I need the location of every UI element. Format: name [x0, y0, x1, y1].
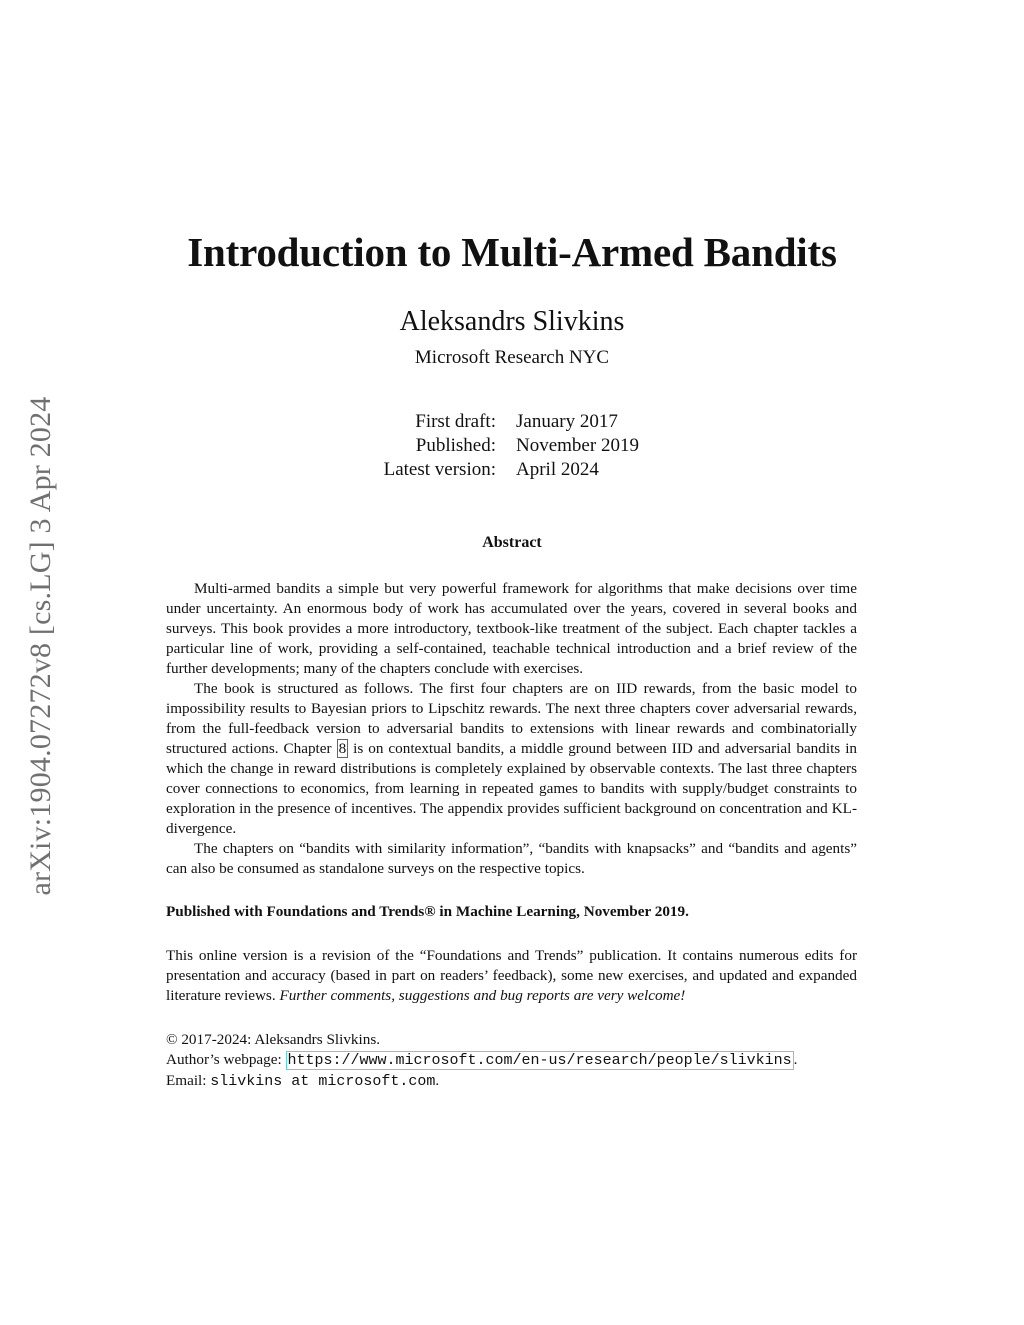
- webpage-label: Author’s webpage:: [166, 1051, 282, 1068]
- abstract-paragraph-3: The chapters on “bandits with similarity information”, “bandits with knapsacks” and “bandits and agents” can also be consumed as standalone surveys on the respective topics.: [166, 840, 857, 877]
- webpage-link[interactable]: https://www.microsoft.com/en-us/research/people/slivkins: [287, 1052, 792, 1069]
- email-line: Email: slivkins at microsoft.com.: [166, 1072, 440, 1090]
- feedback-request: Further comments, suggestions and bug reports are very welcome!: [279, 987, 686, 1004]
- date-row-latest-version: [0, 459, 1024, 483]
- dates-table: [0, 411, 1024, 483]
- date-label: First draft:: [415, 411, 496, 432]
- webpage-line: Author’s webpage: https://www.microsoft.com/en-us/research/people/slivkins .: [166, 1051, 798, 1069]
- date-value: November 2019: [516, 435, 639, 456]
- author-name: Aleksandrs Slivkins: [399, 306, 625, 337]
- date-value: April 2024: [516, 459, 599, 480]
- email-label: Email:: [166, 1072, 207, 1089]
- chapter-8-link[interactable]: 8: [338, 740, 347, 757]
- arxiv-stamp-text: arXiv:1904.07272v8 [cs.LG] 3 Apr 2024: [24, 396, 57, 896]
- affiliation: Microsoft Research NYC: [414, 347, 610, 368]
- online-version-paragraph: [166, 946, 857, 1006]
- email-address: slivkins at microsoft.com: [210, 1073, 436, 1090]
- date-label: Published:: [415, 435, 496, 456]
- abstract-paragraph-1: Multi-armed bandits a simple but very powerful framework for algorithms that make decisions over time under uncertainty. An enormous body of work has accumulated over the years, covered in several books and surveys. This book provides a more introductory, textbook-like treatment of the subject. Each chapter tackles a particular line of work, providing a self-contained, teachable technical introduction and a brief review of the further developments; many of the chapters conclude with exercises.: [166, 580, 857, 677]
- abstract-p2-text: The book is structured as follows. The first four chapters are on IID rewards, from the basic model to impossibility results to Bayesian priors to Lipschitz rewards. The next three chapters cover adversarial rewards, from the full-feedback version to adversarial bandits to extensions with linear rewards and combinatorially structured actions. Chapter: [166, 680, 857, 757]
- date-row-first-draft: [0, 411, 1024, 435]
- paper-title: Introduction to Multi-Armed Bandits: [187, 229, 837, 275]
- date-value: January 2017: [516, 411, 618, 432]
- date-label: Latest version:: [383, 459, 496, 480]
- abstract-body: [166, 579, 857, 879]
- abstract-heading: Abstract: [482, 534, 542, 551]
- date-row-published: [0, 435, 1024, 459]
- abstract-paragraph-2: [166, 679, 857, 839]
- copyright-line: © 2017-2024: Aleksandrs Slivkins.: [166, 1031, 381, 1048]
- contact-block: [166, 1030, 857, 1092]
- online-version-note: [166, 946, 857, 1006]
- abstract-p2-text-cont: is on contextual bandits, a middle ground between IID and adversarial bandits in which the change in reward distributions is completely explained by observable contexts. The last three chapters cover connections to economics, from learning in repeated games to bandits with supply/budget constraints to exploration in the presence of incentives. The appendix provides sufficient background on concentration and KL-divergence.: [166, 740, 858, 837]
- published-note: Published with Foundations and Trends® in Machine Learning, November 2019.: [166, 903, 689, 920]
- online-version-text: This online version is a revision of the “Foundations and Trends” publication. It contains numerous edits for presentation and accuracy (based in part on readers’ feedback), some new exercises, and updated and expanded literature reviews.: [166, 947, 857, 1004]
